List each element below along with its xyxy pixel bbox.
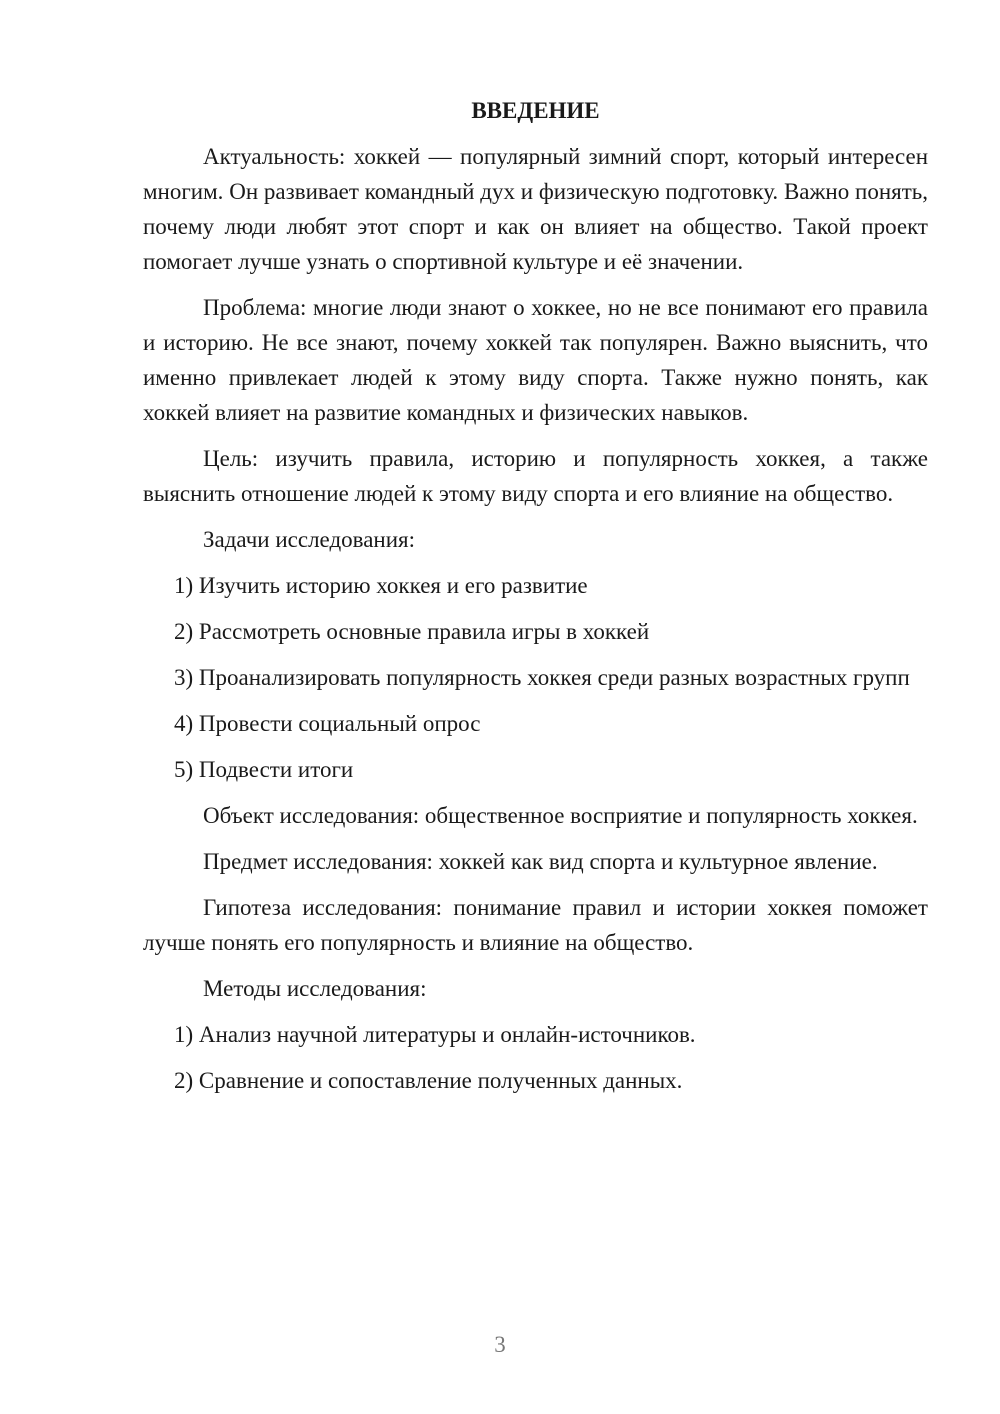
paragraph-tasks-heading: Задачи исследования: bbox=[203, 527, 416, 552]
paragraph-subject: Предмет исследования: хоккей как вид спорта и культурное явление. bbox=[203, 849, 878, 874]
paragraph-relevance: Актуальность: хоккей — популярный зимний спорт, который интересен многим. Он развивает командный дух и физическую подготовку. Важно понять, почему люди любят этот спорт и как он влияет на общество. Такой проект помогает лучше узнать о спортивной культуре и её значении. bbox=[143, 144, 928, 274]
paragraph-hypothesis: Гипотеза исследования: понимание правил и истории хоккея поможет лучше понять его популярность и влияние на общество. bbox=[143, 895, 928, 955]
list-item-method-1: 1) Анализ научной литературы и онлайн-источников. bbox=[174, 1022, 696, 1047]
list-item-task-3: 3) Проанализировать популярность хоккея среди разных возрастных групп bbox=[174, 665, 910, 690]
list-item-task-2: 2) Рассмотреть основные правила игры в хоккей bbox=[174, 619, 650, 644]
section-title: ВВЕДЕНИЕ bbox=[471, 98, 600, 123]
list-item-task-4: 4) Провести социальный опрос bbox=[174, 711, 481, 736]
paragraph-methods-heading: Методы исследования: bbox=[203, 976, 427, 1001]
page-number: 3 bbox=[494, 1332, 506, 1357]
paragraph-goal: Цель: изучить правила, историю и популярность хоккея, а также выяснить отношение людей к этому виду спорта и его влияние на общество. bbox=[143, 446, 928, 506]
list-item-method-2: 2) Сравнение и сопоставление полученных данных. bbox=[174, 1068, 683, 1093]
paragraph-object: Объект исследования: общественное восприятие и популярность хоккея. bbox=[203, 803, 918, 828]
paragraph-problem: Проблема: многие люди знают о хоккее, но не все понимают его правила и историю. Не все знают, почему хоккей так популярен. Важно выяснить, что именно привлекает людей к этому виду спорта. Также нужно понять, как хоккей влияет на развитие командных и физических навыков. bbox=[143, 295, 928, 425]
document-page bbox=[143, 93, 928, 1109]
list-item-task-1: 1) Изучить историю хоккея и его развитие bbox=[174, 573, 588, 598]
list-item-task-5: 5) Подвести итоги bbox=[174, 757, 354, 782]
